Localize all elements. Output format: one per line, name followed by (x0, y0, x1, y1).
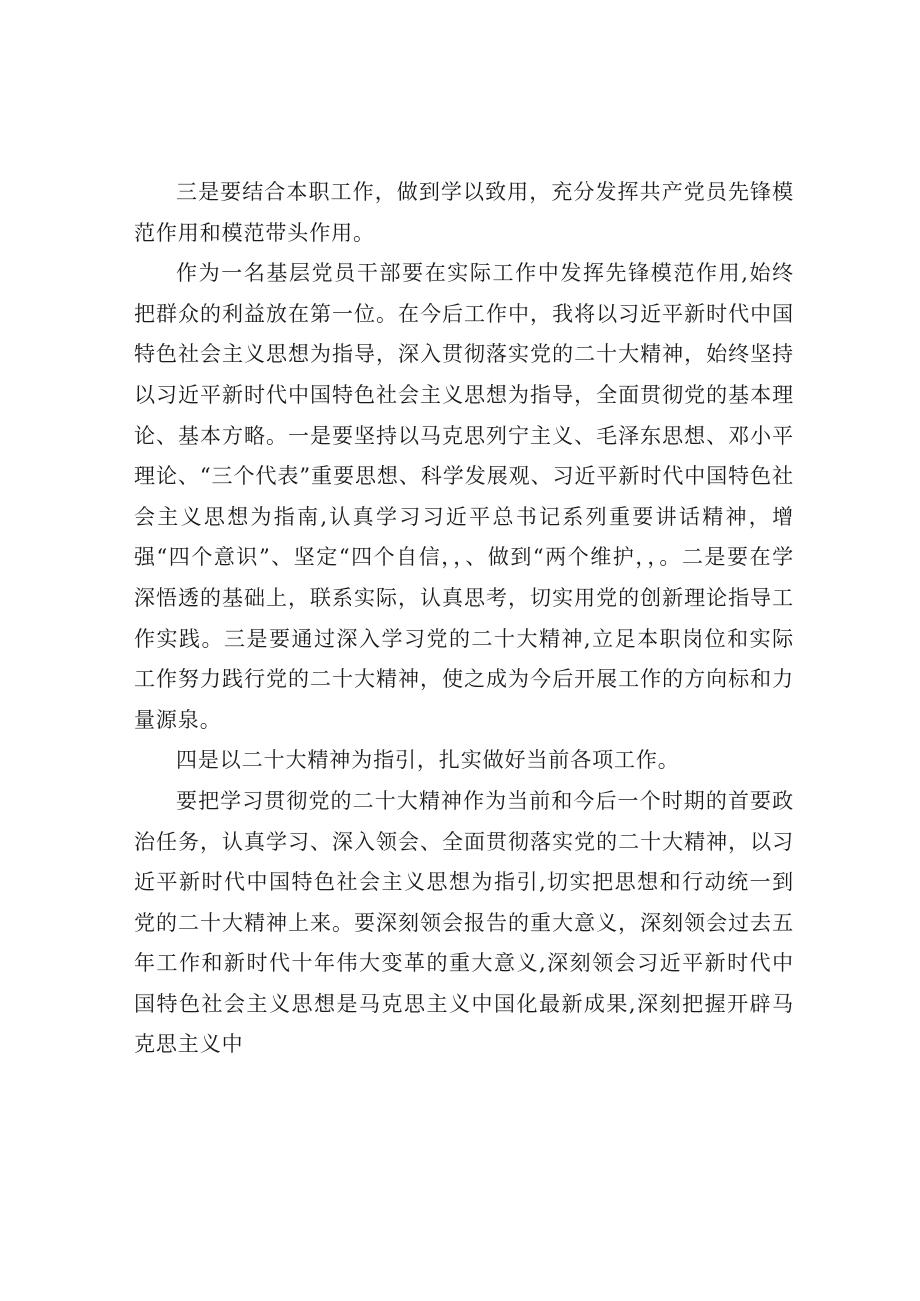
paragraph-4: 要把学习贯彻党的二十大精神作为当前和今后一个时期的首要政治任务，认真学习、深入领会、全面贯彻落实党的二十大精神，以习近平新时代中国特色社会主义思想为指引,切实把思想和行动统一到党的二十大精神上来。要深刻领会报告的重大意义，深刻领会过去五年工作和新时代十年伟大变革的重大意义,深刻领会习近平新时代中国特色社会主义思想是马克思主义中国化最新成果,深刻把握开辟马克思主义中 (134, 788, 794, 1057)
paragraph-1: 三是要结合本职工作，做到学以致用，充分发挥共产党员先锋模范作用和模范带头作用。 (134, 180, 794, 245)
paragraph-3: 四是以二十大精神为指引，扎实做好当前各项工作。 (176, 748, 680, 773)
paragraph-2: 作为一名基层党员干部要在实际工作中发挥先锋模范作用,始终把群众的利益放在第一位。在今后工作中，我将以习近平新时代中国特色社会主义思想为指导，深入贯彻落实党的二十大精神，始终坚持以习近平新时代中国特色社会主义思想为指导，全面贯彻党的基本理论、基本方略。一是要坚持以马克思列宁主义、毛泽东思想、邓小平理论、“三个代表”重要思想、科学发展观、习近平新时代中国特色社会主义思想为指南,认真学习习近平总书记系列重要讲话精神，增强“四个意识”、坚定“四个自信，，、做到“两个维护，，。二是要在学深悟透的基础上，联系实际，认真思考，切实用党的创新理论指导工作实践。三是要通过深入学习党的二十大精神,立足本职岗位和实际工作努力践行党的二十大精神，使之成为今后开展工作的方向标和力量源泉。 (134, 261, 794, 732)
document-body (134, 172, 794, 1065)
